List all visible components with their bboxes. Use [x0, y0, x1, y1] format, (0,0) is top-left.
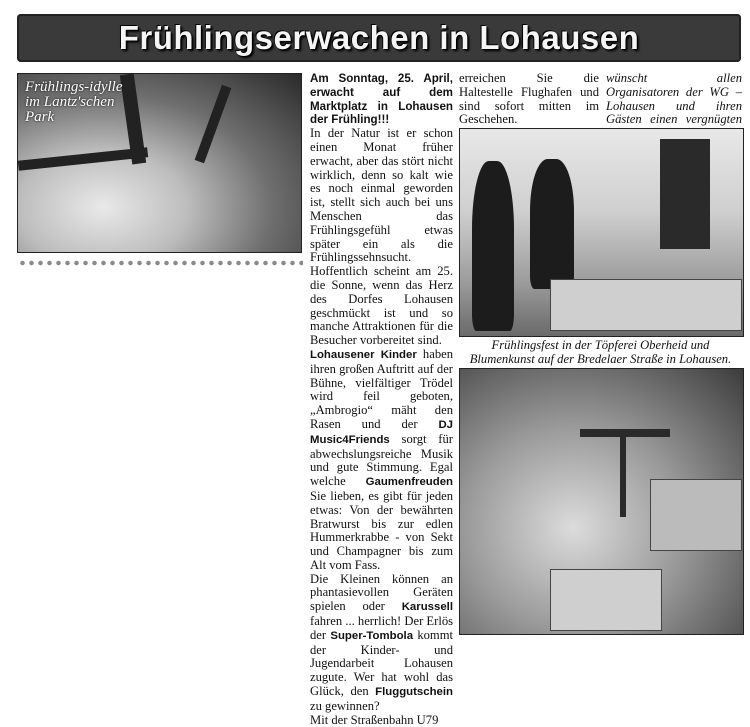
photo-caption-overlay: Frühlings-idylle im Lantz'schen Park	[25, 79, 123, 125]
article-column-1	[310, 72, 453, 727]
article-paragraph	[310, 573, 453, 714]
article-paragraph: wünscht allen Organisatoren der WG – Lohausen und ihren Gästen einen vergnügten	[606, 71, 742, 127]
plant-crate	[550, 569, 662, 631]
article-paragraph: erreichen Sie die Haltestelle Flughafen und sind sofort mitten im Geschehen.	[459, 71, 599, 127]
cabinet	[660, 139, 710, 249]
table-leg	[620, 437, 626, 517]
highlight: Super-Tombola	[330, 629, 414, 642]
tree-trunk	[195, 85, 232, 164]
display-table	[550, 279, 742, 331]
text-run: Sie lieben, es gibt für jeden etwas: Von der bewährten Bratwurst bis zur edlen Hummerkrabbe - von Sekt und Champagner bis zum Alt vom Fass.	[310, 488, 453, 572]
park-photo	[17, 73, 302, 253]
text-run: sorgt für abwechslungsreiche Musik und gute Stimmung. Egal welche	[310, 431, 453, 489]
highlight: Fluggutschein	[375, 686, 453, 699]
text-run: fahren ... herrlich! Der Erlös der	[310, 614, 454, 642]
headline-banner	[17, 14, 741, 62]
table-top	[580, 429, 670, 437]
highlight: Gaumenfreuden	[365, 476, 453, 489]
person	[472, 161, 514, 331]
article-paragraph: In der Natur ist er schon einen Monat früher erwacht, aber das stört nicht wirklich, denn so kalt wie es noch einmal geworden ist, stellt sich auch bei uns Menschen das Frühlingsgefühl etwas später ein als die Frühlingssehnsucht.	[310, 126, 453, 265]
text-run: Die Kleinen können an phantasievollen Geräten spielen oder	[310, 571, 453, 614]
photo-caption: Frühlingsfest in der Töpferei Oberheid und Blumenkunst auf der Bredelaer Straße in Lohausen.	[469, 338, 732, 366]
plant-stand	[650, 479, 742, 551]
person	[530, 159, 574, 289]
text-run: haben ihren großen Auftritt auf der Bühne, vielfältiger Trödel wird feil geboten, „Ambrogio“ mäht den Rasen und der	[310, 346, 453, 431]
text-run: zu gewinnen?	[310, 698, 380, 713]
fallen-branch	[18, 147, 148, 171]
highlight: Karussell	[401, 601, 453, 614]
flowers-photo	[459, 368, 744, 635]
article-lead: Am Sonntag, 25. April, erwacht auf dem Marktplatz in Lohausen der Frühling!!!	[310, 72, 453, 127]
headline: Frühlingserwachen in Lohausen	[118, 19, 640, 56]
pottery-photo	[459, 128, 744, 337]
highlight: Lohausener Kinder	[310, 348, 417, 361]
text-run: kommt der Kinder- und Jugendarbeit Lohausen zugute. Wer hat wohl das Glück, den	[310, 627, 453, 699]
article-paragraph: Mit der Straßenbahn U79	[310, 712, 439, 727]
article-paragraph	[310, 348, 453, 573]
highlight: DJ Music4Friends	[310, 418, 453, 446]
dotted-divider	[18, 259, 303, 267]
article-paragraph: Hoffentlich scheint am 25. die Sonne, wenn das Herz des Dorfes Lohausen geschmückt ist und so manche Attraktionen für die Besucher vorbereitet sind.	[310, 264, 453, 348]
